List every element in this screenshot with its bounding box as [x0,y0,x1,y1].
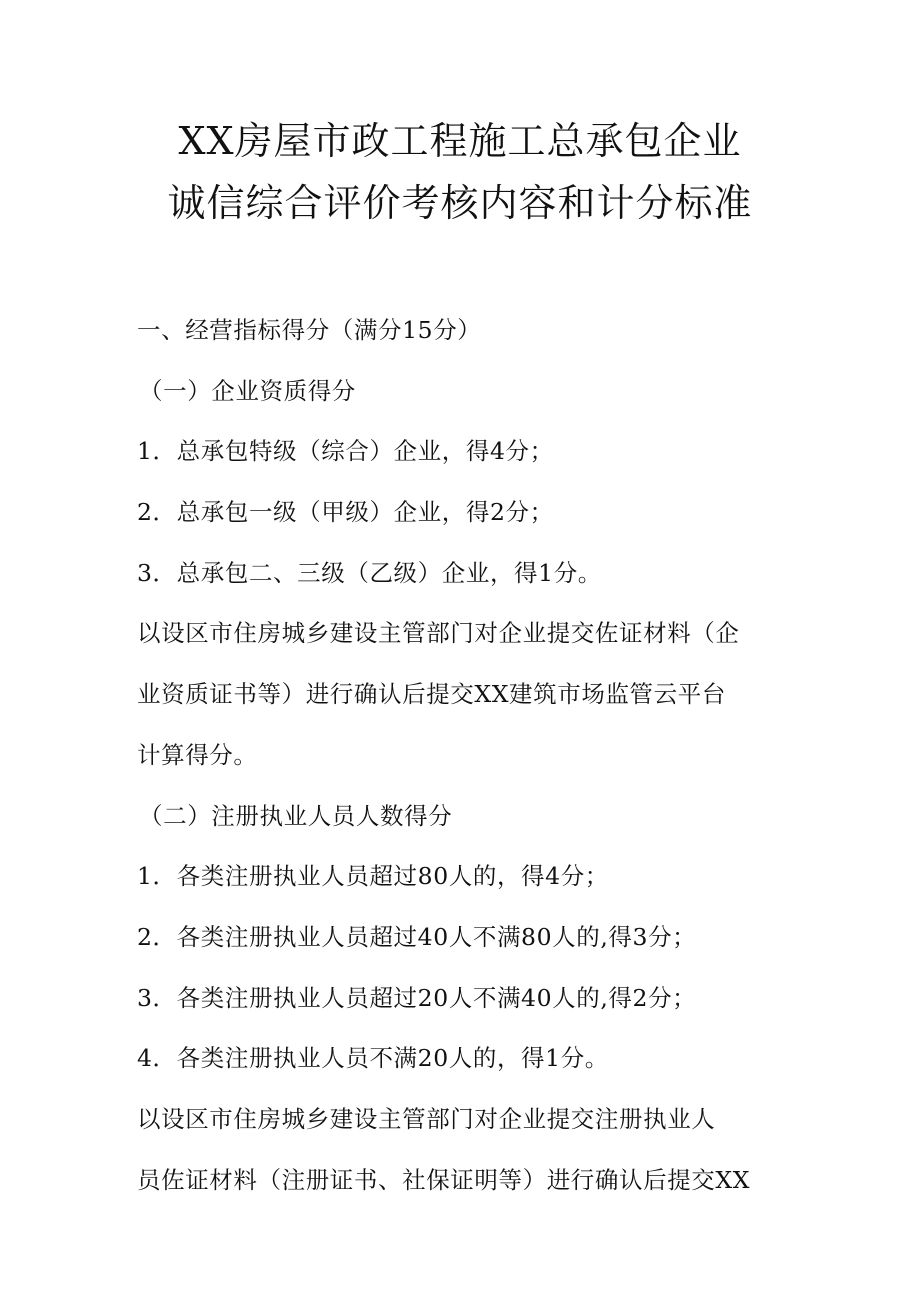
paragraph-line: 业资质证书等）进行确认后提交XX建筑市场监管云平台 [137,680,726,709]
list-item: 1．各类注册执业人员超过80人的，得4分； [137,862,609,891]
list-item: 2．各类注册执业人员超过40人不满80人的,得3分； [137,922,697,951]
paragraph-line: 以设区市住房城乡建设主管部门对企业提交佐证材料（企 [137,619,740,648]
list-item: 2．总承包一级（甲级）企业，得2分； [137,498,554,527]
section-heading-operations: 一、经营指标得分（满分15分） [137,316,482,344]
document-title-line-1: XX房屋市政工程施工总承包企业 [178,119,742,163]
list-item: 4．各类注册执业人员不满20人的，得1分。 [137,1044,609,1073]
paragraph-line: 员佐证材料（注册证书、社保证明等）进行确认后提交XX [137,1165,751,1194]
document-body [137,300,797,1210]
document-title-line-2: 诚信综合评价考核内容和计分标准 [167,181,753,225]
paragraph-line: 计算得分。 [137,740,258,769]
list-item: 3．各类注册执业人员超过20人不满40人的,得2分； [137,983,697,1012]
list-item: 1．总承包特级（综合）企业，得4分； [137,437,554,466]
paragraph-line: 以设区市住房城乡建设主管部门对企业提交注册执业人 [137,1104,716,1133]
subsection-heading-qualification: （一）企业资质得分 [139,376,356,405]
subsection-heading-registered-staff: （二）注册执业人员人数得分 [139,801,453,830]
list-item: 3．总承包二、三级（乙级）企业，得1分。 [137,558,602,587]
